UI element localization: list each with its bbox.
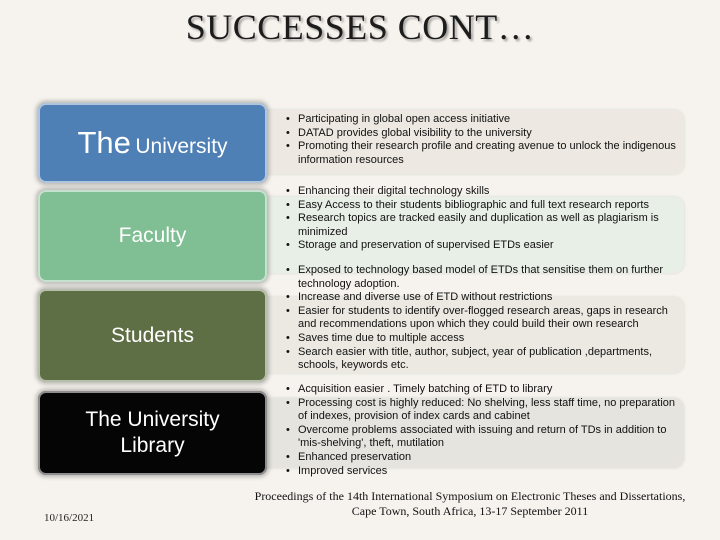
list-item: • Enhancing their digital technology skills [284,185,684,199]
list-item: • Promoting their research profile and creating avenue to unlock the indigenous information resources [284,140,684,167]
library-bullet-list [284,383,684,478]
list-item: • Improved services [284,465,684,479]
library-label-line2: Library [120,434,185,457]
list-item: • Increase and diverse use of ETD without restrictions [284,291,684,305]
list-item: • Saves time due to multiple access [284,332,684,346]
faculty-box [38,190,267,282]
list-item: • Exposed to technology based model of ETDs that sensitise them on further technology adoption. [284,264,684,291]
students-box [38,289,267,382]
library-box [38,391,267,475]
list-item: • Easy Access to their students bibliographic and full text research reports [284,199,684,213]
university-bullet-list [284,113,684,167]
students-label: Students [111,323,194,347]
list-item: • Search easier with title, author, subject, year of publication ,departments, schools, keywords etc. [284,346,684,373]
list-item: • Research topics are tracked easily and duplication as well as plagiarism is minimized [284,212,684,239]
list-item: • Acquisition easier . Timely batching of ETD to library [284,383,684,397]
list-item: • Easier for students to identify over-flogged research areas, gaps in research and recommendations upon which they could build their own research [284,305,684,332]
faculty-label: Faculty [118,224,187,247]
faculty-bullet-list [284,185,684,253]
students-bullet-list [284,264,684,373]
list-item: • Processing cost is highly reduced: No shelving, less staff time, no preparation of indexes, provision of index cards and cabinet [284,397,684,424]
library-label-line1: The University [85,408,220,431]
slide-title: SUCCESSES CONT… [185,7,535,47]
list-item: • DATAD provides global visibility to the university [284,127,684,141]
university-box [38,103,267,183]
list-item: • Enhanced preservation [284,451,684,465]
slide-date: 10/16/2021 [44,512,95,524]
list-item: • Storage and preservation of supervised ETDs easier [284,239,684,253]
footer-citation: Proceedings of the 14th International Symposium on Electronic Theses and Dissertations, Cape Town, South Africa, 13-17 September 2011 [254,489,686,518]
university-label: University [135,135,228,158]
university-label-the: The [77,125,131,160]
list-item: • Overcome problems associated with issuing and return of TDs in addition to 'mis-shelving', theft, mutilation [284,424,684,451]
list-item: • Participating in global open access initiative [284,113,684,127]
